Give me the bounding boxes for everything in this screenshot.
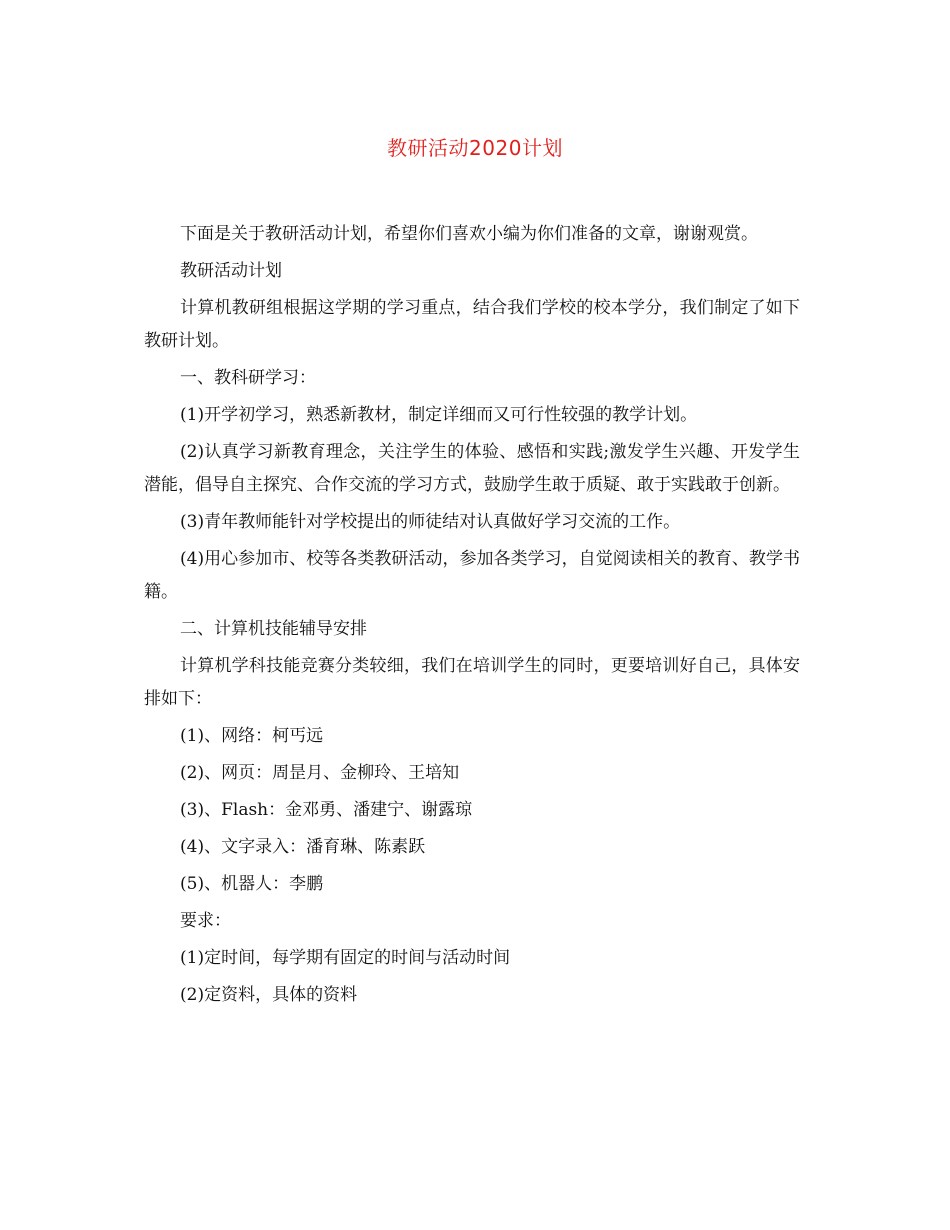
paragraph-plan-overview: 计算机教研组根据这学期的学习重点，结合我们学校的校本学分，我们制定了如下教研计划。 [144, 298, 800, 351]
list-item-skill-webpage: (2)、网页：周昰月、金柳玲、王培知 [180, 763, 460, 783]
list-item-research-1: (1)开学初学习，熟悉新教材，制定详细而又可行性较强的教学计划。 [180, 405, 698, 425]
list-item-skill-robot: (5)、机器人：李鹏 [180, 874, 324, 894]
section-heading-research: 一、教科研学习： [180, 368, 316, 388]
paragraph-intro: 下面是关于教研活动计划，希望你们喜欢小编为你们准备的文章，谢谢观赏。 [180, 224, 758, 244]
list-item-requirement-2: (2)定资料，具体的资料 [180, 985, 358, 1005]
section-heading-requirements: 要求： [180, 911, 231, 931]
paragraph-heading-plan: 教研活动计划 [180, 261, 282, 281]
document-title: 教研活动2020计划 [387, 136, 563, 160]
list-item-research-3: (3)青年教师能针对学校提出的师徒结对认真做好学习交流的工作。 [180, 512, 681, 532]
section-heading-skills: 二、计算机技能辅导安排 [180, 619, 367, 639]
document-body [144, 218, 800, 1016]
list-item-skill-network: (1)、网络：柯丐远 [180, 726, 324, 746]
list-item-research-2: (2)认真学习新教育理念，关注学生的体验、感悟和实践;激发学生兴趣、开发学生潜能，倡导自主探究、合作交流的学习方式，鼓励学生敢于质疑、敢于实践敢于创新。 [144, 442, 800, 495]
list-item-research-4: (4)用心参加市、校等各类教研活动，参加各类学习，自觉阅读相关的教育、教学书籍。 [144, 549, 800, 602]
paragraph-skills-overview: 计算机学科技能竞赛分类较细，我们在培训学生的同时，更要培训好自己，具体安排如下： [144, 656, 800, 709]
list-item-skill-typing: (4)、文字录入：潘育琳、陈素跃 [180, 837, 426, 857]
list-item-requirement-1: (1)定时间，每学期有固定的时间与活动时间 [180, 948, 511, 968]
list-item-skill-flash: (3)、Flash：金邓勇、潘建宁、谢露琼 [180, 800, 473, 820]
